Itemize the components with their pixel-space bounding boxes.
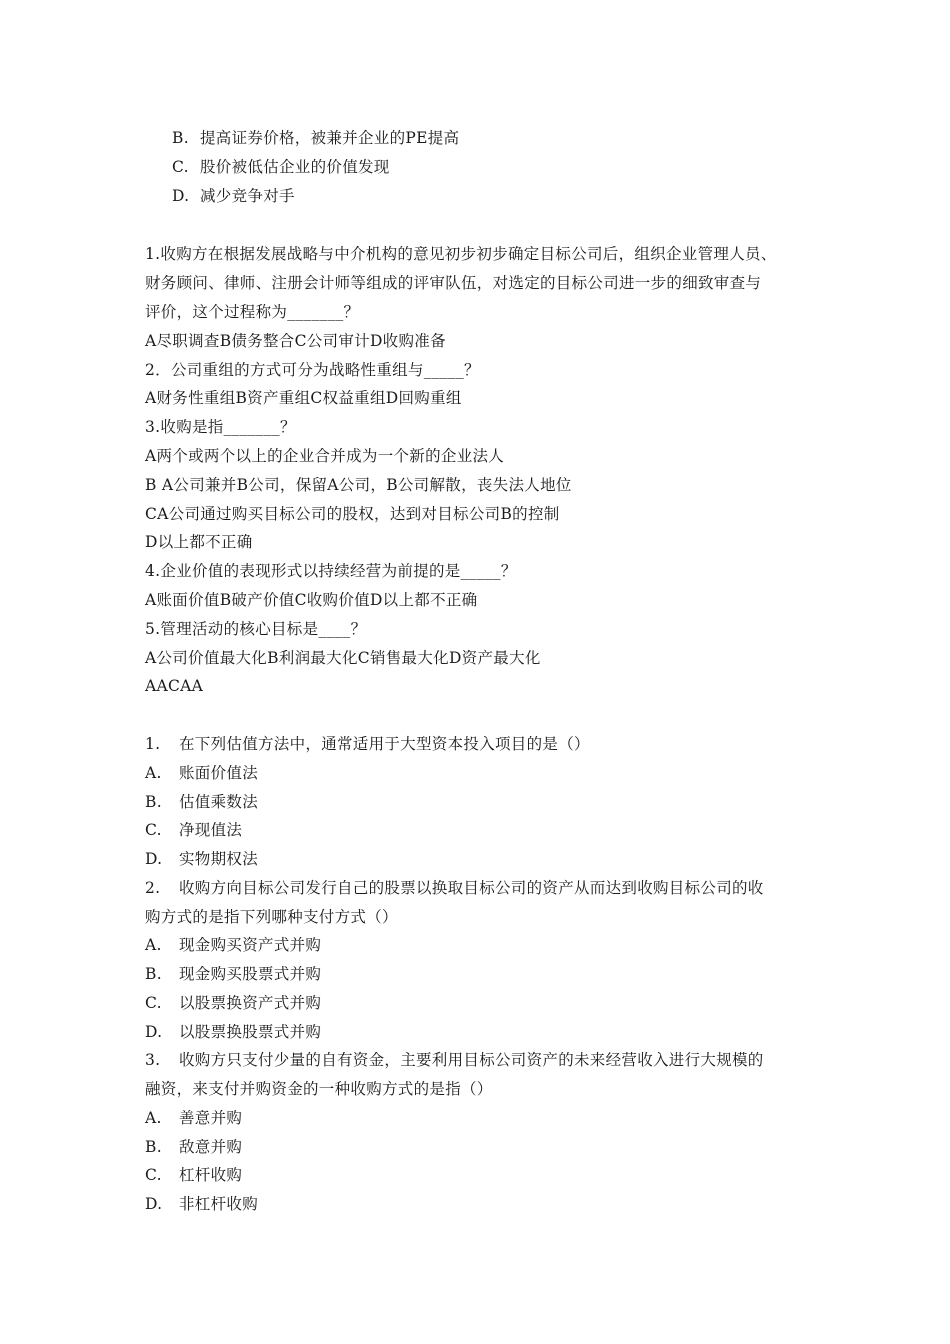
question-3-option-d: D以上都不正确 xyxy=(145,533,253,551)
option-letter: B. xyxy=(145,965,162,983)
option-text: 估值乘数法 xyxy=(179,793,259,811)
answer-key: AACAA xyxy=(145,677,204,695)
question-3-option-a: A两个或两个以上的企业合并成为一个新的企业法人 xyxy=(145,447,505,465)
question-number: 2. xyxy=(145,879,161,897)
option-letter: D. xyxy=(145,850,163,868)
option-letter: D. xyxy=(145,1023,163,1041)
option-text: 减少竞争对手 xyxy=(200,187,295,205)
mc-q2-option-a xyxy=(145,934,321,956)
mc-q3-option-a xyxy=(145,1107,242,1129)
question-2: 2．公司重组的方式可分为战略性重组与_____？ xyxy=(145,361,480,379)
option-b xyxy=(172,127,459,149)
mc-question-1 xyxy=(145,733,590,755)
option-d xyxy=(172,185,295,207)
question-5-options: A公司价值最大化B利润最大化C销售最大化D资产最大化 xyxy=(145,649,541,667)
option-letter: B. xyxy=(145,793,162,811)
option-text: 现金购买资产式并购 xyxy=(179,936,322,954)
question-text: 在下列估值方法中，通常适用于大型资本投入项目的是（） xyxy=(179,735,590,753)
question-4: 4.企业价值的表现形式以持续经营为前提的是_____？ xyxy=(145,562,517,580)
option-text: 股价被低估企业的价值发现 xyxy=(200,158,390,176)
option-letter: D. xyxy=(172,187,190,205)
mc-q3-option-c xyxy=(145,1164,242,1186)
question-text: 收购方向目标公司发行自己的股票以换取目标公司的资产从而达到收购目标公司的收 xyxy=(179,879,764,897)
option-text: 非杠杆收购 xyxy=(179,1195,259,1213)
option-text: 现金购买股票式并购 xyxy=(179,965,322,983)
option-letter: C. xyxy=(145,994,162,1012)
option-text: 以股票换资产式并购 xyxy=(179,994,322,1012)
option-text: 善意并购 xyxy=(179,1109,243,1127)
question-5: 5.管理活动的核心目标是____？ xyxy=(145,620,367,638)
question-1-line-3: 评价，这个过程称为_______？ xyxy=(145,303,360,321)
question-3-option-b: B A公司兼并B公司，保留A公司，B公司解散，丧失法人地位 xyxy=(145,476,572,494)
option-c xyxy=(172,156,390,178)
option-letter: C. xyxy=(145,821,162,839)
mc-question-3-cont: 融资，来支付并购资金的一种收购方式的是指（） xyxy=(145,1080,493,1098)
mc-q1-option-c xyxy=(145,819,242,841)
mc-q1-option-b xyxy=(145,791,258,813)
question-1-line-2: 财务顾问、律师、注册会计师等组成的评审队伍，对选定的目标公司进一步的细致审查与 xyxy=(145,274,762,292)
mc-q1-option-d xyxy=(145,848,258,870)
mc-q2-option-b xyxy=(145,963,321,985)
option-text: 账面价值法 xyxy=(179,764,259,782)
option-letter: B. xyxy=(145,1138,162,1156)
mc-q2-option-d xyxy=(145,1021,321,1043)
question-3: 3.收购是指_______？ xyxy=(145,418,296,436)
option-letter: D. xyxy=(145,1195,163,1213)
question-text: 收购方只支付少量的自有资金，主要利用目标公司资产的未来经营收入进行大规模的 xyxy=(179,1051,764,1069)
mc-q1-option-a xyxy=(145,762,258,784)
option-letter: C. xyxy=(172,158,189,176)
option-letter: A. xyxy=(145,764,162,782)
mc-q3-option-d xyxy=(145,1193,258,1215)
question-1-options: A尽职调查B债务整合C公司审计D收购准备 xyxy=(145,332,446,350)
mc-question-3 xyxy=(145,1049,764,1071)
question-number: 3. xyxy=(145,1051,161,1069)
mc-q3-option-b xyxy=(145,1136,242,1158)
option-text: 提高证券价格，被兼并企业的PE提高 xyxy=(200,129,460,147)
question-4-options: A账面价值B破产价值C收购价值D以上都不正确 xyxy=(145,591,478,609)
question-1-line-1: 1.收购方在根据发展战略与中介机构的意见初步初步确定目标公司后，组织企业管理人员、 xyxy=(145,245,777,263)
question-3-option-c: CA公司通过购买目标公司的股权，达到对目标公司B的控制 xyxy=(145,505,560,523)
option-text: 以股票换股票式并购 xyxy=(179,1023,322,1041)
question-2-options: A财务性重组B资产重组C权益重组D回购重组 xyxy=(145,389,462,407)
option-text: 净现值法 xyxy=(179,821,243,839)
option-text: 杠杆收购 xyxy=(179,1166,243,1184)
question-number: 1. xyxy=(145,735,161,753)
option-letter: A. xyxy=(145,936,162,954)
mc-question-2-cont: 购方式的是指下列哪种支付方式（） xyxy=(145,908,398,926)
option-text: 实物期权法 xyxy=(179,850,259,868)
option-text: 敌意并购 xyxy=(179,1138,243,1156)
option-letter: C. xyxy=(145,1166,162,1184)
mc-question-2 xyxy=(145,877,764,899)
option-letter: B. xyxy=(172,129,189,147)
mc-q2-option-c xyxy=(145,992,321,1014)
option-letter: A. xyxy=(145,1109,162,1127)
